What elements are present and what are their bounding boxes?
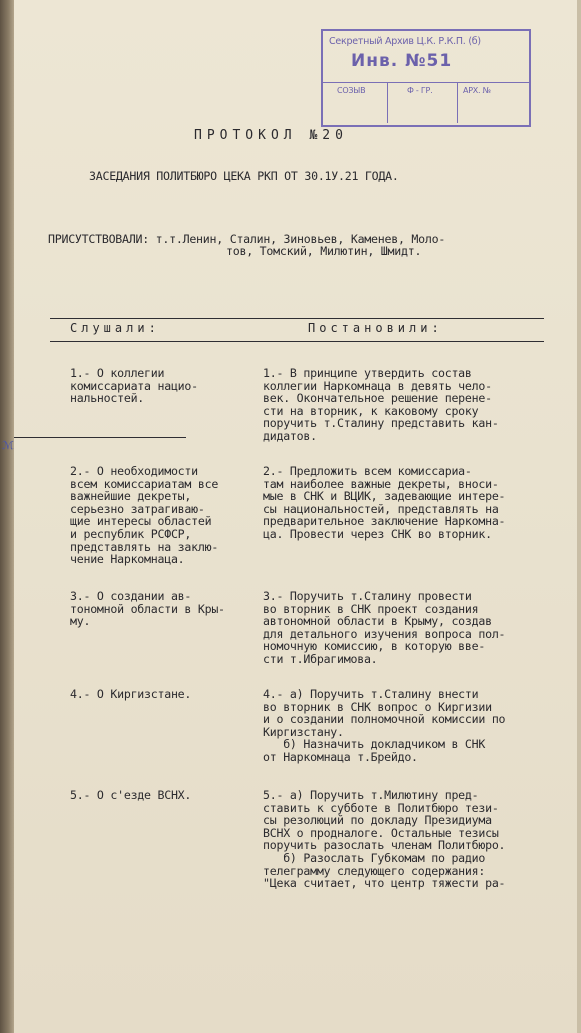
resolved-item-5: 5.- а) Поручить т.Милютину пред- ставить к субботе в Политбюро тези- сы резолюций по докладу Президиума ВСНХ о продналоге. Остальные тезисы поручить разослать членам Политбюро. б) Разослать Губкомам по радио телеграмму следующего содержания: "Цека считает, что центр тяжести ра-	[263, 788, 506, 891]
archive-stamp	[321, 29, 531, 127]
binding-spine	[0, 0, 14, 1033]
document-page	[2, 0, 581, 1033]
column-header-heard: Слушали:	[70, 321, 160, 335]
resolved-item-2: 2.- Предложить всем комиссариа- там наиболее важные декреты, вноси- мые в СНК и ВЦИК, задевающие интере- сы национальностей, представлять на предварительное заключение Наркомна- ца. Провести через СНК во вторник.	[263, 464, 506, 541]
stamp-divider	[387, 82, 388, 123]
resolved-item-3: 3.- Поручить т.Сталину провести во вторник в СНК проект создания автономной области в Крыму, создав для детального изучения вопроса пол- номочную комиссию, в которую вве- сти т.Ибрагимова.	[263, 589, 506, 666]
attendees-line-2: тов, Томский, Милютин, Шмидт.	[226, 244, 422, 258]
page-edge	[577, 0, 581, 1033]
margin-pencil-mark: ℳ	[2, 439, 14, 452]
protocol-subtitle: ЗАСЕДАНИЯ ПОЛИТБЮРО ЦЕКА РКП ОТ 30.1У.21 ГОДА.	[89, 169, 399, 183]
column-header-resolved: Постановили:	[308, 321, 443, 335]
attendees-line-1: ПРИСУТСТВОВАЛИ: т.т.Ленин, Сталин, Зиновьев, Каменев, Моло-	[48, 232, 446, 246]
heard-item-3: 3.- О создании ав- тономной области в Кры- му.	[70, 589, 225, 629]
header-rule-top	[50, 318, 544, 319]
protocol-title: ПРОТОКОЛ №20	[194, 128, 348, 143]
heard-item-4: 4.- О Киргизстане.	[70, 687, 192, 701]
heard-item-1: 1.- О коллегии комиссариата нацио- нальностей.	[70, 366, 198, 406]
stamp-cell-fund: Ф - ГР.	[407, 86, 433, 95]
resolved-item-1: 1.- В принципе утвердить состав коллегии Наркомнаца в девять чело- век. Окончательное решение перене- сти на вторник, к каковому сроку поручить т.Сталину представить кан- дидатов.	[263, 366, 499, 443]
stamp-cell-convocation: СОЗЫВ	[337, 86, 366, 95]
header-rule-bottom	[50, 341, 544, 342]
stamp-inventory-number: Инв. №51	[351, 51, 453, 71]
stamp-divider	[457, 82, 458, 123]
resolved-item-4: 4.- а) Поручить т.Сталину внести во вторник в СНК вопрос о Киргизии и о создании полномочной комиссии по Киргизстану. б) Назначить докладчиком в СНК от Наркомнаца т.Брейдо.	[263, 687, 506, 764]
heard-item-5: 5.- О с'езде ВСНХ.	[70, 788, 192, 802]
stamp-divider	[323, 82, 529, 83]
heard-item-2: 2.- О необходимости всем комиссариатам все важнейшие декреты, серьезно затрагиваю- щие интересы областей и республик РСФСР, представлять на заклю- чение Наркомнаца.	[70, 464, 219, 567]
margin-rule	[14, 437, 186, 438]
stamp-title: Секретный Архив Ц.К. Р.К.П. (б)	[329, 36, 481, 47]
stamp-cell-archive: АРХ. №	[463, 86, 491, 95]
